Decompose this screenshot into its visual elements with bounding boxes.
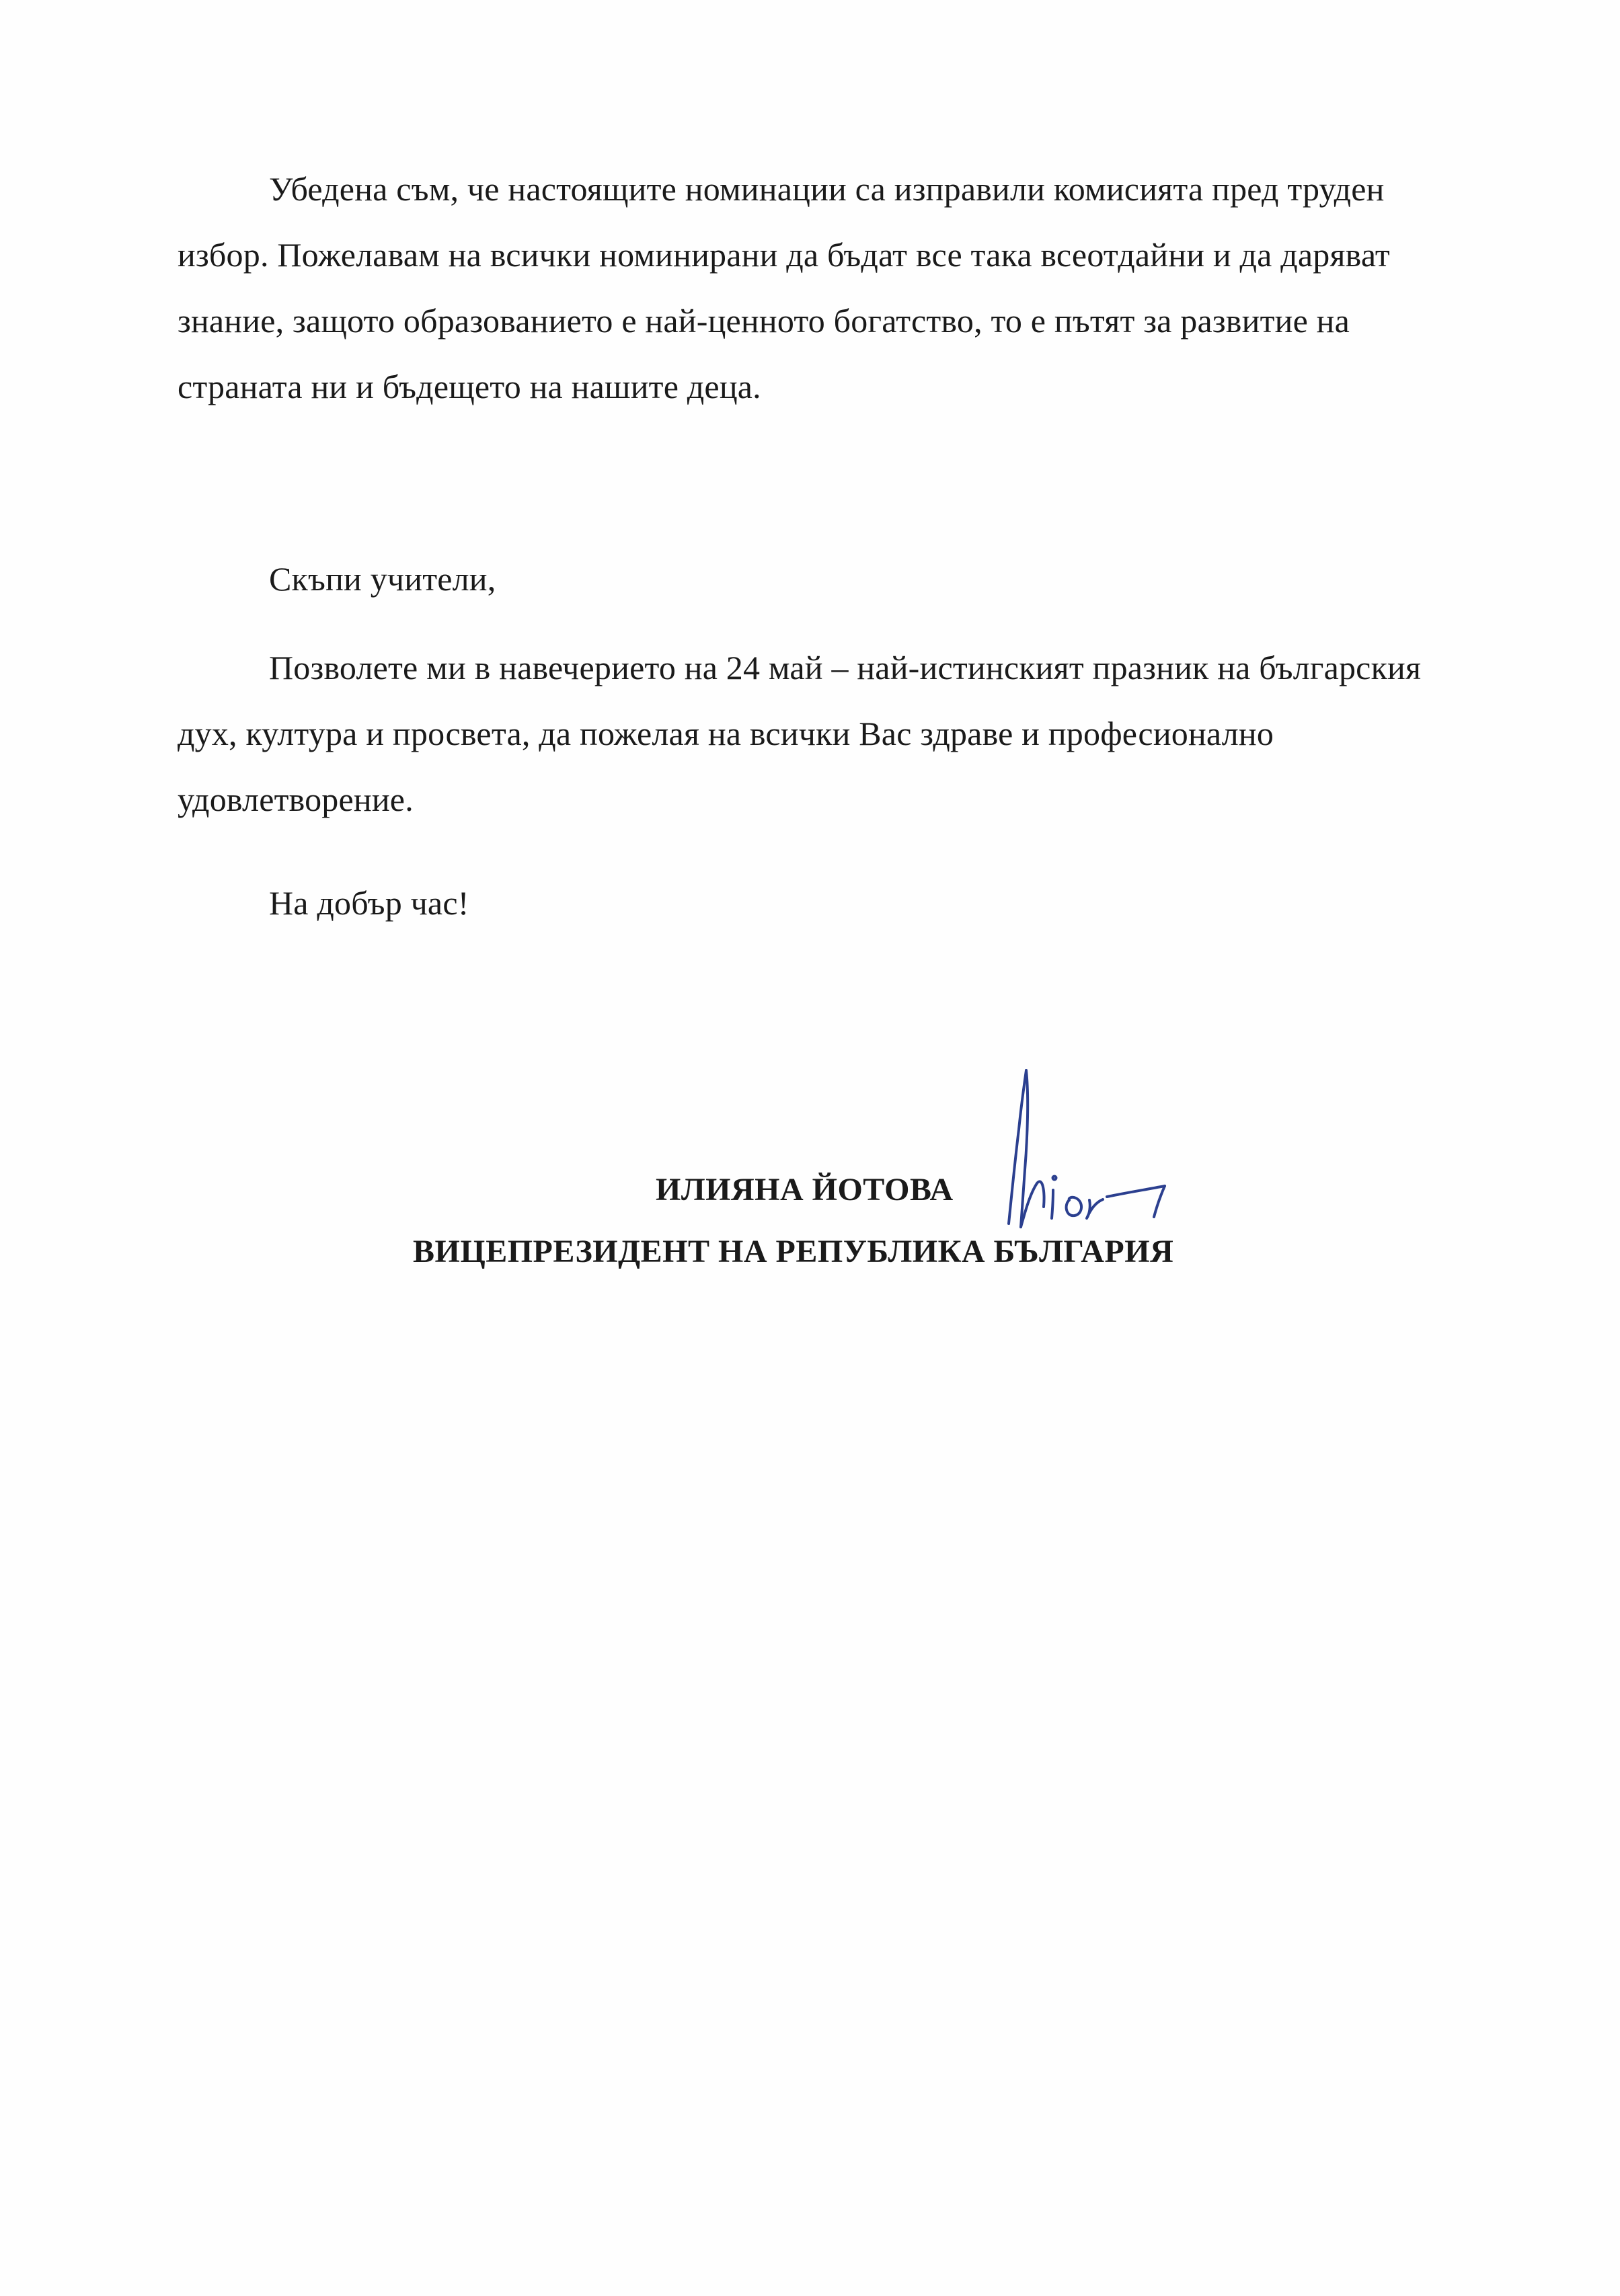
closing: На добър час! xyxy=(269,884,469,922)
signatory-title: ВИЦЕПРЕЗИДЕНТ НА РЕПУБЛИКА БЪЛГАРИЯ xyxy=(413,1234,1174,1269)
wish-block xyxy=(178,635,1461,832)
salutation-block xyxy=(178,546,1461,612)
paragraph-2: Позволете ми в навечерието на 24 май – най-истинският празник на българския дух, култура и просвета, да пожелая на всички Вас здраве и професионално удовлетворение. xyxy=(178,649,1422,818)
handwritten-signature xyxy=(989,1056,1217,1244)
paragraph-1: Убедена съм, че настоящите номинации са изправили комисията пред труден избор. Пожелавам на всички номинирани да бъдат все така всеотдайни и да даряват знание, защото образованието е най-ценното богатство, то е пътят за развитие на страната ни и бъдещето на нашите деца. xyxy=(178,170,1390,405)
salutation: Скъпи учители, xyxy=(269,560,496,598)
signatory-name: ИЛИЯНА ЙОТОВА xyxy=(656,1172,954,1208)
letter-body xyxy=(178,156,1461,420)
closing-block xyxy=(178,870,1461,936)
